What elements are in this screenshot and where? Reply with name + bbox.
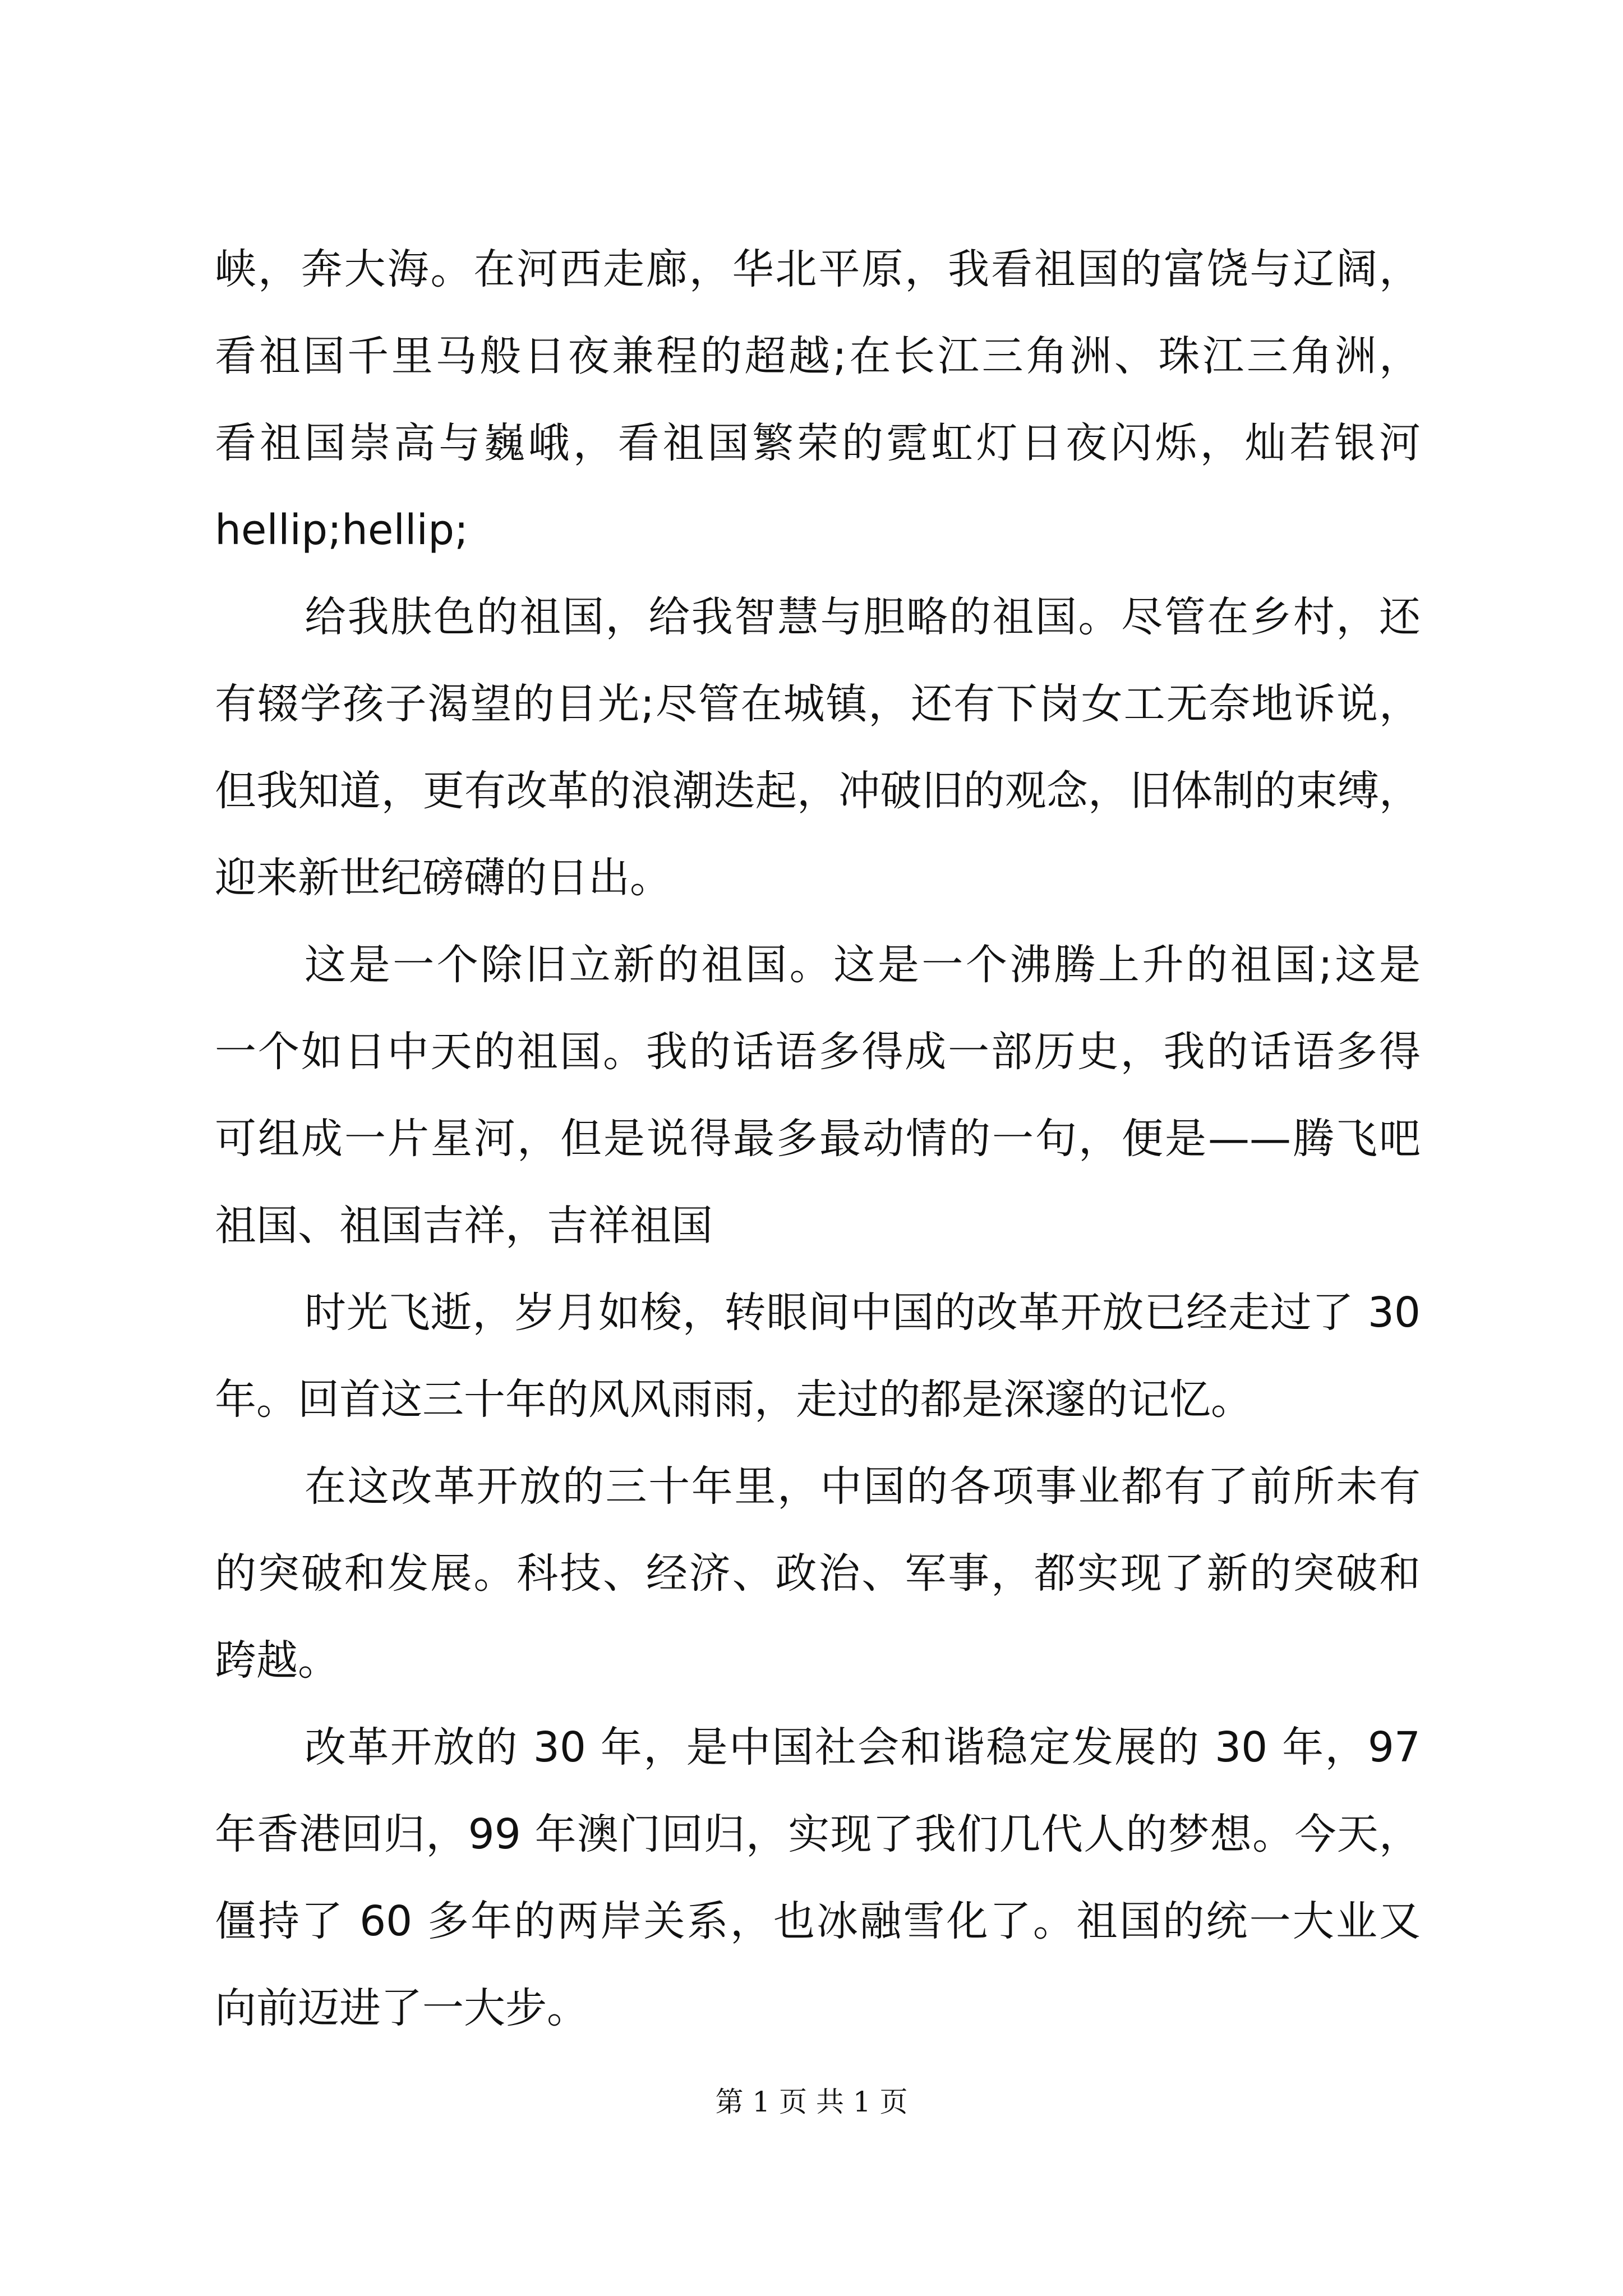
- text-line: 年。回首这三十年的风风雨雨，走过的都是深邃的记忆。: [215, 1375, 1252, 1424]
- text-line: 有辍学孩子渴望的目光;尽管在城镇，还有下岗女工无奈地诉说，: [215, 680, 1421, 728]
- text-line: 的突破和发展。科技、经济、政治、军事，都实现了新的突破和: [215, 1549, 1421, 1598]
- text-line: 僵持了 60 多年的两岸关系，也冰融雪化了。祖国的统一大业又: [215, 1897, 1421, 1945]
- text-line: 向前迈进了一大步。: [215, 1984, 588, 2032]
- paragraph-first-line: 时光飞逝，岁月如梭，转眼间中国的改革开放已经走过了 30: [305, 1289, 1421, 1337]
- text-line: 看祖国崇高与巍峨，看祖国繁荣的霓虹灯日夜闪烁，灿若银河: [215, 419, 1421, 467]
- paragraph-first-line: 在这改革开放的三十年里，中国的各项事业都有了前所未有: [305, 1462, 1421, 1511]
- text-line: 一个如日中天的祖国。我的话语多得成一部历史，我的话语多得: [215, 1028, 1421, 1076]
- text-line: 看祖国千里马般日夜兼程的超越;在长江三角洲、珠江三角洲，: [215, 332, 1421, 380]
- text-line: 年香港回归，99 年澳门回归，实现了我们几代人的梦想。今天，: [215, 1810, 1421, 1858]
- text-line: 跨越。: [215, 1636, 339, 1685]
- paragraph-first-line: 这是一个除旧立新的祖国。这是一个沸腾上升的祖国;这是: [305, 941, 1421, 989]
- text-line: 峡，奔大海。在河西走廊，华北平原，我看祖国的富饶与辽阔，: [215, 245, 1421, 293]
- paragraph-first-line: 改革开放的 30 年，是中国社会和谐稳定发展的 30 年，97: [305, 1723, 1421, 1772]
- page-footer: 第 1 页 共 1 页: [715, 2086, 908, 2118]
- text-line: 祖国、祖国吉祥，吉祥祖国: [215, 1202, 713, 1250]
- text-line: 可组成一片星河，但是说得最多最动情的一句，便是——腾飞吧: [215, 1115, 1421, 1163]
- text-line: hellip;hellip;: [215, 506, 469, 554]
- paragraph-first-line: 给我肤色的祖国，给我智慧与胆略的祖国。尽管在乡村，还: [305, 593, 1421, 641]
- text-line: 迎来新世纪磅礴的日出。: [215, 854, 671, 902]
- text-line: 但我知道，更有改革的浪潮迭起，冲破旧的观念，旧体制的束缚，: [215, 767, 1421, 815]
